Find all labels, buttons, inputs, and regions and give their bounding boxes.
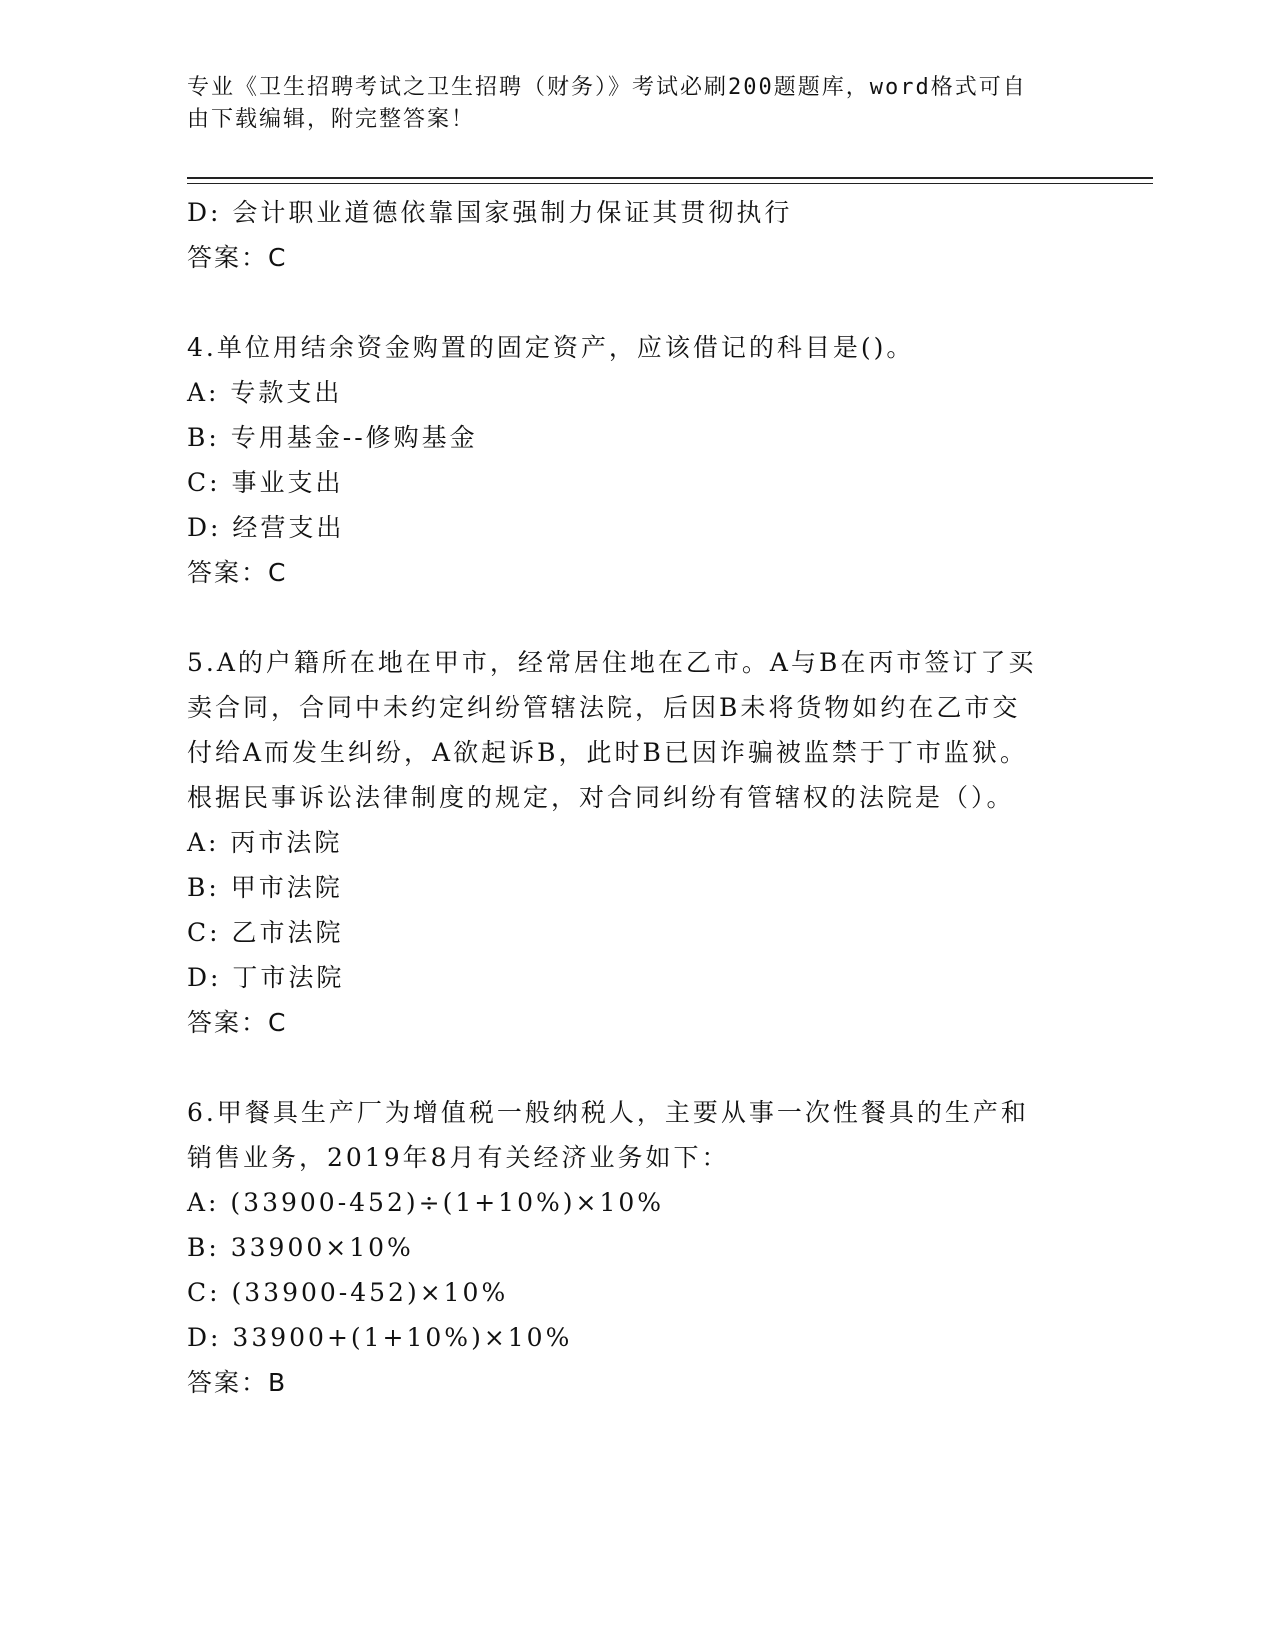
option-d: D: 33900+(1+10%)×10%	[187, 1323, 573, 1352]
header-line-2: 由下载编辑，附完整答案！	[187, 107, 476, 132]
question-text-line: 卖合同，合同中未约定纠纷管辖法院，后因B未将货物如约在乙市交	[187, 693, 1021, 722]
option-a: A: (33900-452)÷(1+10%)×10%	[187, 1188, 665, 1217]
question-block-3	[187, 190, 1087, 280]
option-b: B: 甲市法院	[187, 873, 343, 902]
option-d: D: 会计职业道德依靠国家强制力保证其贯彻执行	[187, 198, 793, 227]
answer-line: 答案：B	[187, 1368, 288, 1397]
option-b: B: 33900×10%	[187, 1233, 414, 1262]
question-block-4	[187, 325, 1087, 595]
option-c: C: 乙市法院	[187, 918, 344, 947]
option-d: D: 经营支出	[187, 513, 345, 542]
question-text-line: 付给A而发生纠纷，A欲起诉B，此时B已因诈骗被监禁于丁市监狱。	[187, 738, 1028, 767]
question-text: 4.单位用结余资金购置的固定资产，应该借记的科目是()。	[187, 333, 915, 362]
question-text-line: 5.A的户籍所在地在甲市，经常居住地在乙市。A与B在丙市签订了买	[187, 648, 1037, 677]
answer-line: 答案：C	[187, 243, 288, 272]
question-block-6	[187, 1090, 1087, 1405]
option-d: D: 丁市法院	[187, 963, 345, 992]
spacer	[187, 1045, 1087, 1090]
question-text-line: 根据民事诉讼法律制度的规定，对合同纠纷有管辖权的法院是（）。	[187, 783, 1015, 812]
question-block-5	[187, 640, 1087, 1045]
spacer	[187, 280, 1087, 325]
header-divider-thick	[187, 177, 1153, 179]
header-line-1: 专业《卫生招聘考试之卫生招聘（财务）》考试必刷200题题库，word格式可自	[187, 75, 1027, 100]
question-text-line: 销售业务，2019年8月有关经济业务如下：	[187, 1143, 730, 1172]
option-a: A: 专款支出	[187, 378, 343, 407]
option-c: C: (33900-452)×10%	[187, 1278, 509, 1307]
option-c: C: 事业支出	[187, 468, 344, 497]
header-divider-thin	[187, 183, 1153, 184]
option-a: A: 丙市法院	[187, 828, 343, 857]
answer-line: 答案：C	[187, 558, 288, 587]
option-b: B: 专用基金--修购基金	[187, 423, 478, 452]
answer-line: 答案：C	[187, 1008, 288, 1037]
document-header	[187, 72, 1077, 136]
question-text-line: 6.甲餐具生产厂为增值税一般纳税人，主要从事一次性餐具的生产和	[187, 1098, 1029, 1127]
question-list	[187, 190, 1087, 1405]
spacer	[187, 595, 1087, 640]
